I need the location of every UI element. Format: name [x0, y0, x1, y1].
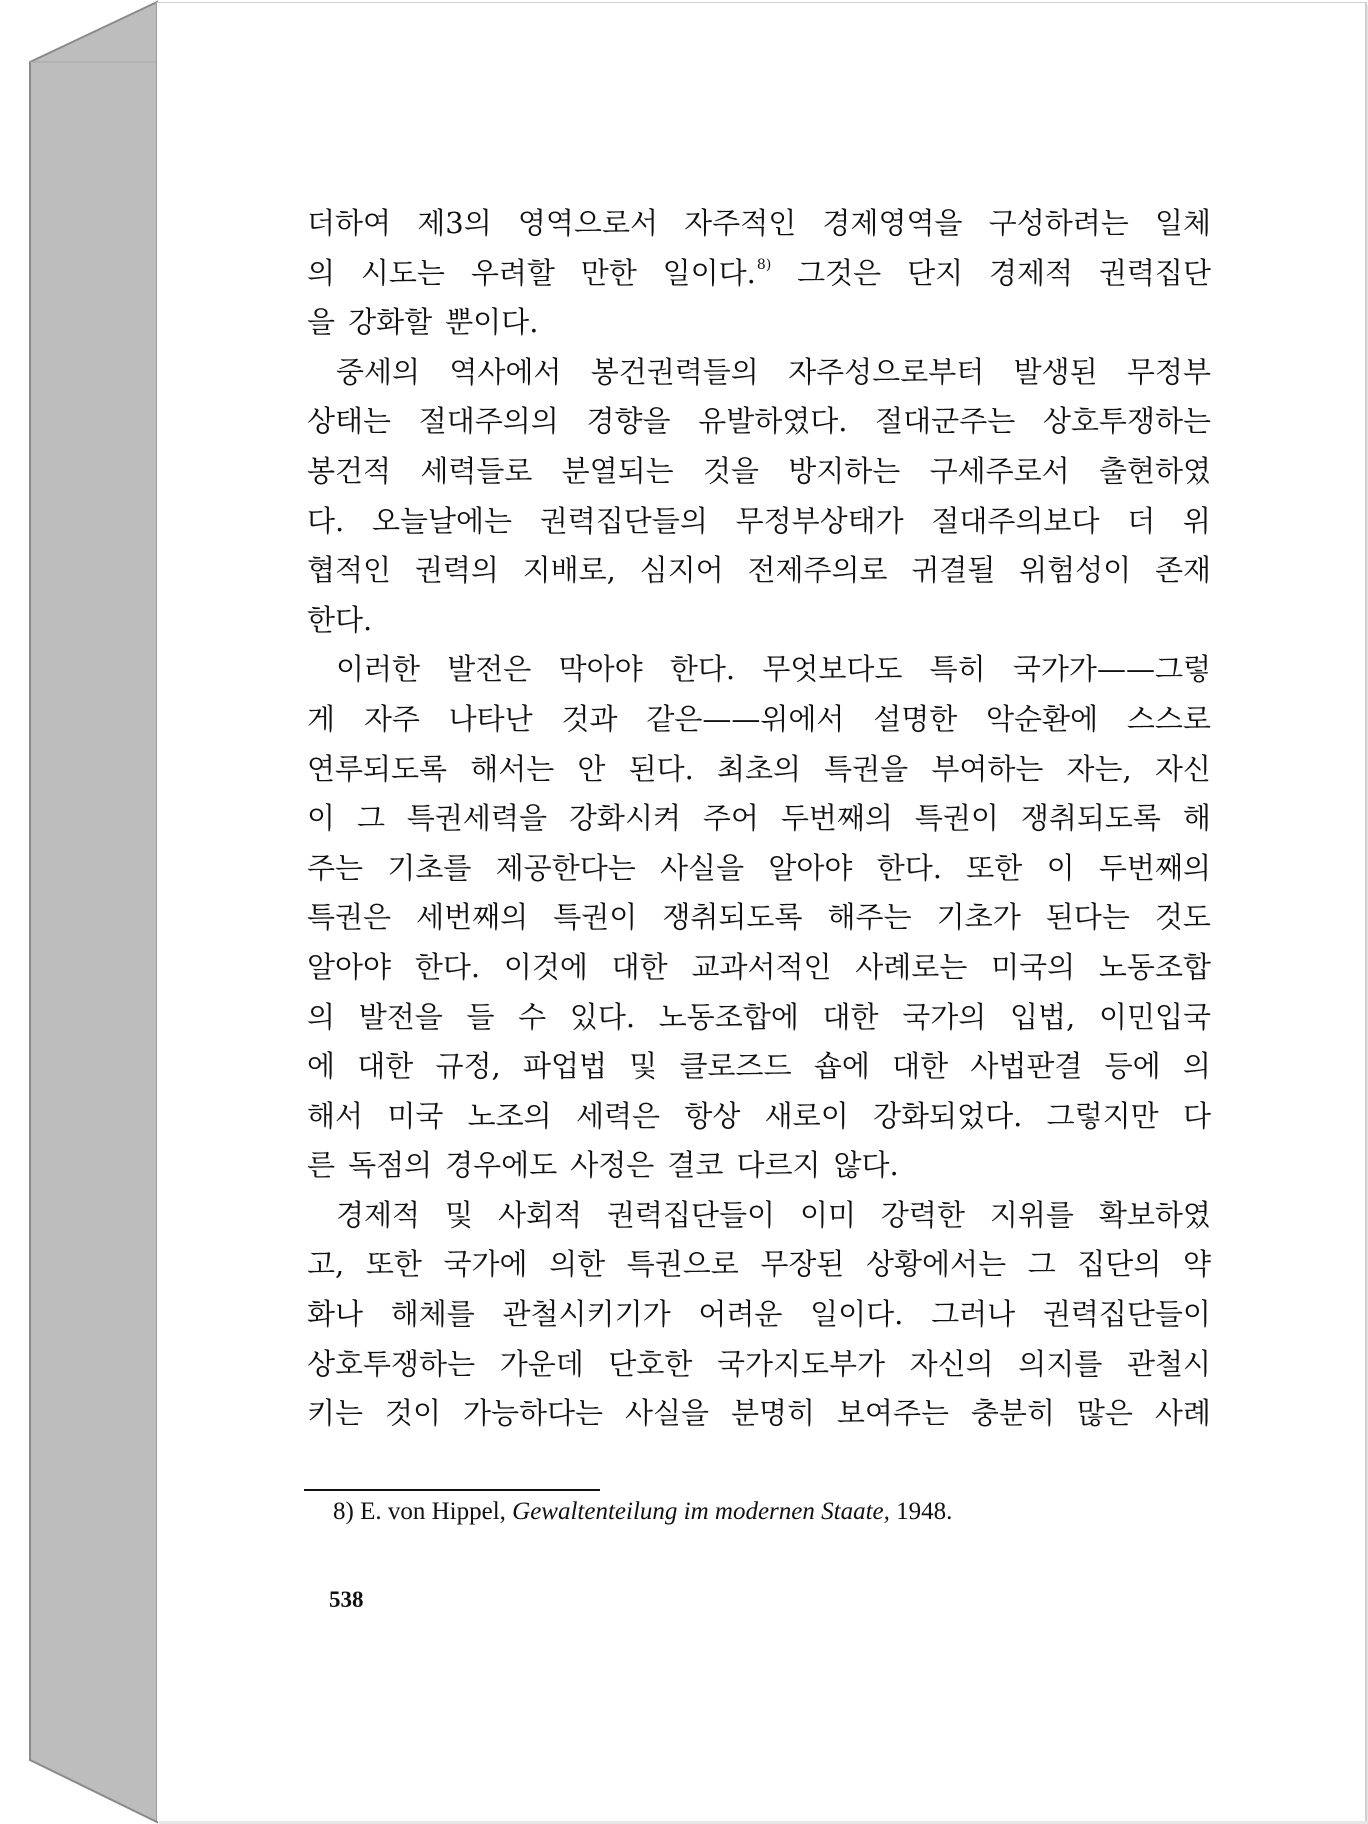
- text-word: 보여주는: [836, 1396, 949, 1431]
- text-word: 화나: [307, 1297, 364, 1332]
- text-word: 무장된: [760, 1247, 845, 1282]
- text-word: 의: [307, 999, 336, 1034]
- text-word: 제공한다는: [495, 850, 636, 885]
- text-word: 상호투쟁하는: [307, 1346, 476, 1381]
- text-word: 권력의: [414, 553, 499, 588]
- text-word: 특권이: [914, 801, 999, 836]
- text-word: 알아야: [768, 850, 853, 885]
- text-word: 가운데: [499, 1346, 584, 1381]
- text-word: 세력들로: [420, 453, 533, 488]
- text-word: 것이: [384, 1396, 441, 1431]
- book-spine: [0, 0, 160, 1824]
- text-word: 구성하려는: [988, 206, 1129, 240]
- text-word: 절대주의보다: [931, 503, 1100, 538]
- text-word: 분열되는: [561, 453, 674, 488]
- text-word: 세력은: [576, 1098, 661, 1133]
- text-word: 위험성이: [1019, 553, 1132, 588]
- text-line: [307, 745, 1211, 795]
- text-word: 경제영역을: [822, 206, 963, 240]
- text-line: [307, 844, 1211, 894]
- text-word: 상황에서는: [866, 1247, 1007, 1282]
- text-line: [307, 1290, 1211, 1340]
- text-word: 및: [629, 1049, 658, 1084]
- text-word: 의한: [549, 1247, 606, 1282]
- text-word: 이민입국: [1098, 999, 1211, 1034]
- text-word: 협적인: [307, 553, 392, 588]
- text-word: 구세주로서: [929, 453, 1070, 488]
- text-word: 설명한: [873, 701, 958, 736]
- text-word: 이: [1046, 850, 1075, 885]
- text-word: 특권이: [553, 900, 638, 935]
- text-word: 등에: [1104, 1049, 1161, 1084]
- text-word: 방지하는: [788, 453, 901, 488]
- text-word: 해주는: [827, 900, 912, 935]
- text-word: 자신의: [909, 1346, 994, 1381]
- text-word: 해체를: [390, 1297, 475, 1332]
- text-word: 해서: [307, 1098, 364, 1133]
- text-word: 무엇보다도: [762, 652, 903, 687]
- book-page: [156, 2, 1367, 1821]
- text-line: [307, 447, 1211, 497]
- text-word: 특권을: [824, 751, 909, 786]
- text-word: 항상: [684, 1098, 741, 1133]
- text-word: 국가에: [443, 1247, 528, 1282]
- text-word: 강화시켜: [568, 801, 681, 836]
- text-word: 미국: [387, 1098, 444, 1133]
- text-word: 사정은: [570, 1148, 655, 1183]
- text-word: 파업법: [523, 1049, 608, 1084]
- text-word: 것과: [561, 701, 618, 736]
- text-word: 국가의: [902, 999, 987, 1034]
- text-word: 오늘날에는: [371, 503, 513, 538]
- text-word: 지위를: [989, 1197, 1074, 1232]
- text-word: 두번째의: [1098, 850, 1211, 885]
- text-word: 가능하다는: [462, 1396, 604, 1431]
- text-word: 그것은: [797, 255, 882, 290]
- text-word: 무정부상태가: [735, 503, 904, 538]
- text-word: 한다.: [414, 949, 481, 984]
- text-word: 단호한: [608, 1346, 693, 1381]
- text-word: 국가지도부가: [716, 1346, 886, 1381]
- text-word: 특권은: [307, 900, 392, 935]
- text-word: 새로이: [764, 1098, 849, 1133]
- footnote-title: Gewaltenteilung im modernen Staate,: [512, 1498, 890, 1525]
- text-word: 만한: [580, 255, 637, 290]
- text-word: 봉건적: [307, 453, 392, 488]
- text-word: 뿐이다.: [445, 305, 539, 340]
- text-line: [307, 249, 1211, 299]
- text-word: 사례로는: [855, 949, 968, 984]
- text-word: 전제주의로: [747, 553, 888, 588]
- text-word: 대한: [357, 1049, 414, 1084]
- text-word: 것도: [1154, 900, 1211, 935]
- footnote-author: E. von Hippel,: [360, 1498, 506, 1525]
- text-word: 클로즈드: [679, 1049, 792, 1084]
- text-word: 한다.: [876, 850, 942, 885]
- text-word: 또한: [966, 850, 1023, 885]
- text-word: 권력집단들이: [606, 1197, 776, 1232]
- text-word: 국가가——그렇: [1012, 652, 1211, 687]
- text-word: 심지어: [639, 553, 724, 588]
- text-word: 자는,: [1066, 751, 1132, 786]
- text-word: 지배로,: [522, 553, 616, 588]
- text-line: [307, 348, 1211, 398]
- body-text: [307, 199, 1211, 1439]
- footnote-year: 1948.: [896, 1498, 953, 1525]
- text-word: 집단의: [1077, 1247, 1162, 1282]
- text-word: 그러나: [931, 1297, 1016, 1332]
- text-word: 스스로: [1126, 701, 1211, 736]
- text-line: [307, 943, 1211, 993]
- text-word: 규정,: [435, 1049, 501, 1084]
- text-line: [307, 1240, 1211, 1290]
- text-word: 세번째의: [416, 900, 529, 935]
- text-word: 그: [1027, 1247, 1056, 1282]
- text-word: 숍에: [813, 1049, 870, 1084]
- text-line: [307, 1042, 1211, 1092]
- text-word: 된다.: [628, 751, 694, 786]
- text-word: 교과서적인: [691, 949, 832, 984]
- text-line: [307, 1141, 1211, 1191]
- text-word: 사회적: [497, 1197, 582, 1232]
- text-word: 른: [307, 1148, 336, 1183]
- text-line: [307, 497, 1211, 547]
- text-word: 더: [1127, 503, 1156, 538]
- text-word: 역사에서: [449, 354, 562, 389]
- text-word: 그렇지만: [1046, 1098, 1159, 1133]
- text-word: 의지를: [1018, 1346, 1103, 1381]
- text-word: 이러한: [336, 652, 421, 687]
- text-word: 안: [577, 751, 606, 786]
- text-line: [307, 199, 1211, 249]
- text-word: 경향을: [586, 404, 671, 439]
- text-word: 기초가: [936, 900, 1021, 935]
- text-word: 대한: [822, 999, 879, 1034]
- text-word: 일이다.$^{8)}$: [662, 255, 772, 290]
- text-word: 관철시: [1126, 1346, 1211, 1381]
- text-word: 들: [466, 999, 495, 1034]
- text-word: 확보하였: [1098, 1197, 1211, 1232]
- text-word: 두번째의: [780, 801, 893, 836]
- text-line: [307, 794, 1211, 844]
- text-word: 키는: [307, 1396, 364, 1431]
- text-word: 자주: [363, 701, 420, 736]
- text-word: 의: [1182, 1049, 1211, 1084]
- text-word: 권력집단들의: [539, 503, 708, 538]
- text-word: 게: [307, 701, 336, 736]
- text-word: 고,: [307, 1247, 345, 1282]
- text-word: 대한: [892, 1049, 949, 1084]
- text-line: [307, 893, 1211, 943]
- text-word: 발전을: [358, 999, 443, 1034]
- text-word: 결코: [667, 1148, 724, 1183]
- text-word: 자주적인: [684, 206, 797, 240]
- text-word: 자신: [1154, 751, 1211, 786]
- text-line: [307, 993, 1211, 1043]
- text-word: 입법,: [1010, 999, 1076, 1034]
- text-word: 봉건권력들의: [590, 354, 759, 389]
- text-word: 무정부: [1126, 354, 1211, 389]
- text-word: 위: [1182, 503, 1211, 538]
- text-word: 자주성으로부터: [788, 354, 985, 389]
- text-word: 및: [444, 1197, 473, 1232]
- text-word: 을: [307, 305, 336, 340]
- text-word: 경제적: [988, 255, 1074, 290]
- book-spine-shape: [0, 0, 160, 1824]
- text-word: 경제적: [336, 1197, 421, 1232]
- text-line: [307, 596, 1211, 646]
- text-word: 한다.: [307, 602, 373, 637]
- text-word: 같은——위에서: [646, 701, 845, 736]
- text-word: 사실을: [624, 1396, 709, 1431]
- text-word: 노동조합에: [658, 999, 799, 1034]
- text-word: 사례: [1154, 1396, 1211, 1431]
- text-word: 수: [518, 999, 547, 1034]
- text-word: 최초의: [716, 751, 801, 786]
- text-word: 특권으로: [626, 1247, 739, 1282]
- text-word: 해서는: [470, 751, 555, 786]
- text-word: 충분히: [970, 1396, 1055, 1431]
- text-word: 기초를: [387, 850, 472, 885]
- text-word: 이것에: [503, 949, 588, 984]
- text-word: 발전은: [447, 652, 532, 687]
- text-word: 분명히: [730, 1396, 815, 1431]
- text-line: [307, 1092, 1211, 1142]
- text-word: 어려운: [698, 1297, 783, 1332]
- text-word: 절대군주는: [875, 404, 1016, 439]
- text-word: 다.: [307, 503, 345, 538]
- text-word: 많은: [1076, 1396, 1133, 1431]
- text-word: 그: [356, 801, 385, 836]
- text-word: 강력한: [880, 1197, 965, 1232]
- text-line: [307, 298, 1211, 348]
- text-word: 다르지: [736, 1148, 821, 1183]
- text-word: 노조의: [467, 1098, 552, 1133]
- text-line: [307, 397, 1211, 447]
- text-word: 사실을: [660, 850, 745, 885]
- footnote: [333, 1498, 1233, 1526]
- text-word: 시도는: [360, 255, 445, 290]
- text-line: [307, 645, 1211, 695]
- text-word: 미국의: [991, 949, 1076, 984]
- text-line: [307, 1191, 1211, 1241]
- text-word: 특권세력을: [406, 801, 547, 836]
- text-line: [307, 695, 1211, 745]
- text-word: 출현하였: [1098, 453, 1211, 488]
- text-word: 의: [307, 255, 336, 290]
- text-word: 권력집단: [1098, 255, 1211, 290]
- text-word: 있다.: [569, 999, 636, 1034]
- text-word: 약: [1182, 1247, 1211, 1282]
- text-word: 또한: [365, 1247, 422, 1282]
- footnote-divider: [304, 1489, 600, 1491]
- text-word: 관철시키기가: [502, 1297, 671, 1332]
- text-word: 중세의: [336, 354, 421, 389]
- text-word: 우려할: [470, 255, 555, 290]
- text-word: 단지: [907, 255, 964, 290]
- text-word: 다: [1182, 1098, 1211, 1133]
- text-word: 존재: [1154, 553, 1211, 588]
- text-word: 주어: [702, 801, 759, 836]
- page-number: 538: [329, 1587, 364, 1612]
- text-word: 상태는: [307, 404, 392, 439]
- text-word: 귀결될: [911, 553, 996, 588]
- text-word: 악순환에: [986, 701, 1099, 736]
- text-word: 대한: [611, 949, 668, 984]
- text-word: 영역으로서: [517, 206, 658, 240]
- text-word: 해: [1182, 801, 1211, 836]
- text-line: [307, 546, 1211, 596]
- text-word: 알아야: [307, 949, 392, 984]
- text-word: 강화할: [348, 305, 433, 340]
- text-line: [307, 1389, 1211, 1439]
- text-word: 제3의: [417, 206, 492, 240]
- text-word: 일이다.: [810, 1297, 904, 1332]
- text-word: 나타난: [448, 701, 533, 736]
- text-word: 된다는: [1045, 900, 1130, 935]
- text-word: 노동조합: [1098, 949, 1211, 984]
- text-word: 발생된: [1013, 354, 1098, 389]
- text-word: 쟁취되도록: [662, 900, 803, 935]
- text-word: 권력집단들이: [1042, 1297, 1211, 1332]
- text-word: 것을: [702, 453, 759, 488]
- text-word: 상호투쟁하는: [1042, 404, 1211, 439]
- text-word: 절대주의의: [418, 404, 559, 439]
- text-word: 이미: [799, 1197, 856, 1232]
- text-word: 일체: [1154, 206, 1211, 240]
- text-word: 이: [307, 801, 336, 836]
- text-word: 주는: [307, 850, 364, 885]
- text-word: 에: [307, 1049, 336, 1084]
- text-word: 사법판결: [970, 1049, 1083, 1084]
- text-word: 독점의: [348, 1148, 433, 1183]
- footnote-marker: 8): [333, 1498, 354, 1525]
- text-word: 특히: [929, 652, 986, 687]
- text-word: 한다.: [669, 652, 736, 687]
- text-word: 유발하였다.: [698, 404, 848, 439]
- text-word: 연루되도록: [307, 751, 448, 786]
- text-word: 막아야: [558, 652, 643, 687]
- text-word: 강화되었다.: [873, 1098, 1023, 1133]
- text-word: 더하여: [307, 206, 392, 240]
- text-line: [307, 1340, 1211, 1390]
- text-word: 경우에도: [445, 1148, 558, 1183]
- text-word: 쟁취되도록: [1020, 801, 1161, 836]
- text-word: 않다.: [833, 1148, 899, 1183]
- text-word: 부여하는: [931, 751, 1044, 786]
